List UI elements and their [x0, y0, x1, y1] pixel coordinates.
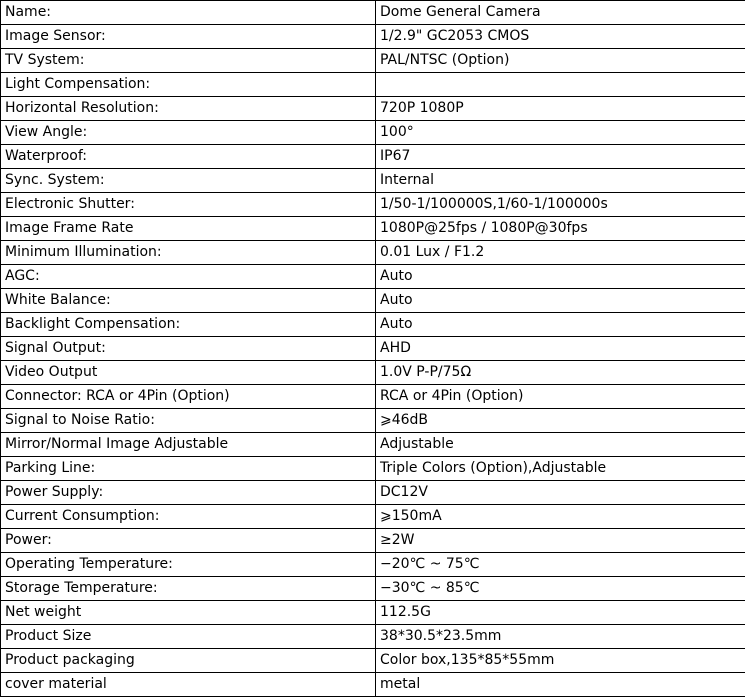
table-row — [1, 529, 745, 553]
spec-label: Power Supply: — [1, 481, 376, 505]
table-row — [1, 97, 745, 121]
spec-value: AHD — [376, 337, 745, 361]
spec-value: IP67 — [376, 145, 745, 169]
table-row — [1, 313, 745, 337]
spec-label: View Angle: — [1, 121, 376, 145]
table-row — [1, 121, 745, 145]
spec-value: Adjustable — [376, 433, 745, 457]
table-row — [1, 217, 745, 241]
table-row — [1, 49, 745, 73]
spec-label: Operating Temperature: — [1, 553, 376, 577]
spec-value — [376, 73, 745, 97]
spec-value: 1/2.9" GC2053 CMOS — [376, 25, 745, 49]
spec-value: 720P 1080P — [376, 97, 745, 121]
spec-label: Net weight — [1, 601, 376, 625]
spec-label: Light Compensation: — [1, 73, 376, 97]
spec-value: 1080P@25fps / 1080P@30fps — [376, 217, 745, 241]
table-row — [1, 505, 745, 529]
table-row — [1, 481, 745, 505]
spec-value: Color box,135*85*55mm — [376, 649, 745, 673]
table-row — [1, 73, 745, 97]
spec-value: −20℃ ~ 75℃ — [376, 553, 745, 577]
table-row — [1, 361, 745, 385]
spec-label: Current Consumption: — [1, 505, 376, 529]
spec-value: DC12V — [376, 481, 745, 505]
table-row — [1, 241, 745, 265]
spec-label: Product packaging — [1, 649, 376, 673]
table-row — [1, 553, 745, 577]
spec-value: 38*30.5*23.5mm — [376, 625, 745, 649]
spec-value: 100° — [376, 121, 745, 145]
spec-label: Mirror/Normal Image Adjustable — [1, 433, 376, 457]
spec-value: 1/50-1/100000S,1/60-1/100000s — [376, 193, 745, 217]
table-row — [1, 673, 745, 697]
spec-label: cover material — [1, 673, 376, 697]
table-row — [1, 337, 745, 361]
spec-label: Signal to Noise Ratio: — [1, 409, 376, 433]
table-row — [1, 601, 745, 625]
table-row — [1, 625, 745, 649]
spec-value: 112.5G — [376, 601, 745, 625]
table-row — [1, 25, 745, 49]
spec-label: Parking Line: — [1, 457, 376, 481]
spec-value: −30℃ ~ 85℃ — [376, 577, 745, 601]
spec-label: Image Sensor: — [1, 25, 376, 49]
spec-value: 0.01 Lux / F1.2 — [376, 241, 745, 265]
spec-value: Dome General Camera — [376, 1, 745, 25]
spec-value: Internal — [376, 169, 745, 193]
spec-label: Product Size — [1, 625, 376, 649]
table-row — [1, 289, 745, 313]
table-row — [1, 145, 745, 169]
spec-label: Minimum Illumination: — [1, 241, 376, 265]
spec-table-body — [1, 1, 745, 697]
spec-value: metal — [376, 673, 745, 697]
table-row — [1, 649, 745, 673]
spec-label: Name: — [1, 1, 376, 25]
spec-value: ⩾150mA — [376, 505, 745, 529]
spec-label: TV System: — [1, 49, 376, 73]
table-row — [1, 577, 745, 601]
spec-label: Horizontal Resolution: — [1, 97, 376, 121]
spec-value: Triple Colors (Option),Adjustable — [376, 457, 745, 481]
table-row — [1, 409, 745, 433]
spec-label: Image Frame Rate — [1, 217, 376, 241]
table-row — [1, 169, 745, 193]
spec-label: Power: — [1, 529, 376, 553]
spec-value: ⩾46dB — [376, 409, 745, 433]
spec-value: 1.0V P-P/75Ω — [376, 361, 745, 385]
spec-label: Electronic Shutter: — [1, 193, 376, 217]
table-row — [1, 193, 745, 217]
spec-value: Auto — [376, 313, 745, 337]
spec-label: AGC: — [1, 265, 376, 289]
spec-label: Video Output — [1, 361, 376, 385]
spec-label: Storage Temperature: — [1, 577, 376, 601]
spec-label: Waterproof: — [1, 145, 376, 169]
spec-label: Connector: RCA or 4Pin (Option) — [1, 385, 376, 409]
spec-value: PAL/NTSC (Option) — [376, 49, 745, 73]
spec-value: Auto — [376, 265, 745, 289]
spec-label: White Balance: — [1, 289, 376, 313]
spec-label: Backlight Compensation: — [1, 313, 376, 337]
table-row — [1, 433, 745, 457]
spec-label: Sync. System: — [1, 169, 376, 193]
spec-value: Auto — [376, 289, 745, 313]
table-row — [1, 265, 745, 289]
spec-label: Signal Output: — [1, 337, 376, 361]
spec-value: RCA or 4Pin (Option) — [376, 385, 745, 409]
spec-value: ≥2W — [376, 529, 745, 553]
table-row — [1, 457, 745, 481]
table-row — [1, 385, 745, 409]
table-row — [1, 1, 745, 25]
